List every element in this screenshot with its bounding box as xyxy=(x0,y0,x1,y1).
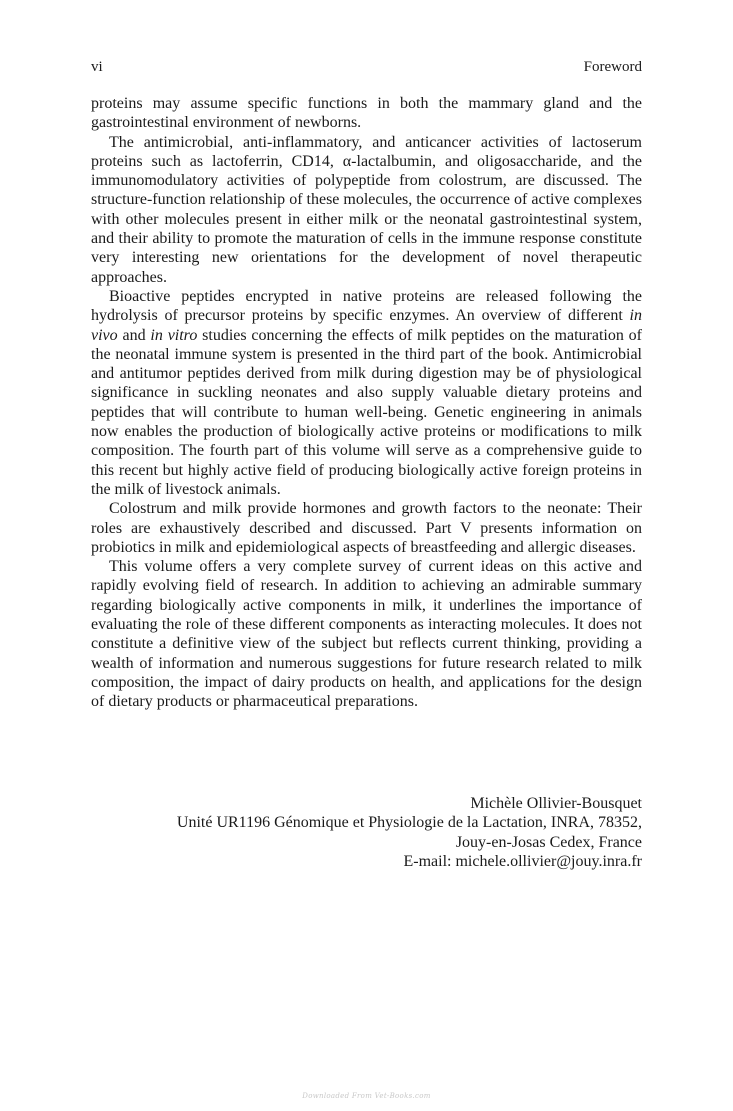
signature-block xyxy=(91,794,642,871)
download-watermark: Downloaded From Vet-Books.com xyxy=(302,1092,431,1100)
page-number: vi xyxy=(91,59,103,75)
paragraph-5: This volume offers a very complete survey of current ideas on this active and rapidly evolving field of research. In addition to achieving an admirable summary regarding biologically active components in milk, it underlines the importance of evaluating the role of these different components as interacting molecules. It does not constitute a definitive view of the subject but reflects current thinking, providing a wealth of information and numerous suggestions for future research related to milk composition, the impact of dairy products on health, and applications for the design of dietary products or pharmaceutical preparations. xyxy=(91,558,642,711)
paragraph-3-text-c: studies concerning the effects of milk peptides on the maturation of the neonatal immune system is presented in the third part of the book. Antimicrobial and antitumor peptides derived from milk during digestion may be of physiological significance in suckling neonates and also supply valuable dietary proteins and peptides that will contribute to human well-being. Genetic engineering in animals now enables the production of biologically active proteins or modifications to milk composition. The fourth part of this volume will serve as a comprehensive guide to this recent but highly active field of producing biologically active foreign proteins in the milk of livestock animals. xyxy=(91,326,642,498)
author-location: Jouy-en-Josas Cedex, France xyxy=(455,833,642,851)
foreword-body xyxy=(91,94,642,712)
paragraph-3-text-b: and xyxy=(117,326,151,344)
section-title: Foreword xyxy=(583,59,642,75)
paragraph-2: The antimicrobial, anti-inflammatory, and anticancer activities of lactoserum proteins such as lactoferrin, CD14, α-lactalbumin, and oligosaccharide, and the immunomodulatory activities of polypeptide from colostrum, are discussed. The structure-function relationship of these molecules, the occurrence of active complexes with other molecules present in either milk or the neonatal gastrointestinal system, and their ability to promote the maturation of cells in the immune response constitute very interesting new orientations for the development of novel therapeutic approaches. xyxy=(91,133,642,286)
author-email: E-mail: michele.ollivier@jouy.inra.fr xyxy=(403,852,642,870)
paragraph-3 xyxy=(91,287,642,499)
paragraph-4: Colostrum and milk provide hormones and growth factors to the neonate: Their roles are exhaustively described and discussed. Part V presents information on probiotics in milk and epidemiological aspects of breastfeeding and allergic diseases. xyxy=(91,500,642,556)
in-vitro-term: in vitro xyxy=(150,326,198,344)
author-affiliation: Unité UR1196 Génomique et Physiologie de la Lactation, INRA, 78352, xyxy=(176,814,642,832)
in-vivo-term: in vivo xyxy=(91,307,642,344)
running-head xyxy=(91,58,642,76)
paragraph-1: proteins may assume specific functions in both the mammary gland and the gastrointestinal environment of newborns. xyxy=(91,95,642,132)
paragraph-3-text-a: Bioactive peptides encrypted in native proteins are released following the hydrolysis of precursor proteins by specific enzymes. An overview of different xyxy=(91,287,642,325)
author-name: Michèle Ollivier-Bousquet xyxy=(470,795,642,812)
